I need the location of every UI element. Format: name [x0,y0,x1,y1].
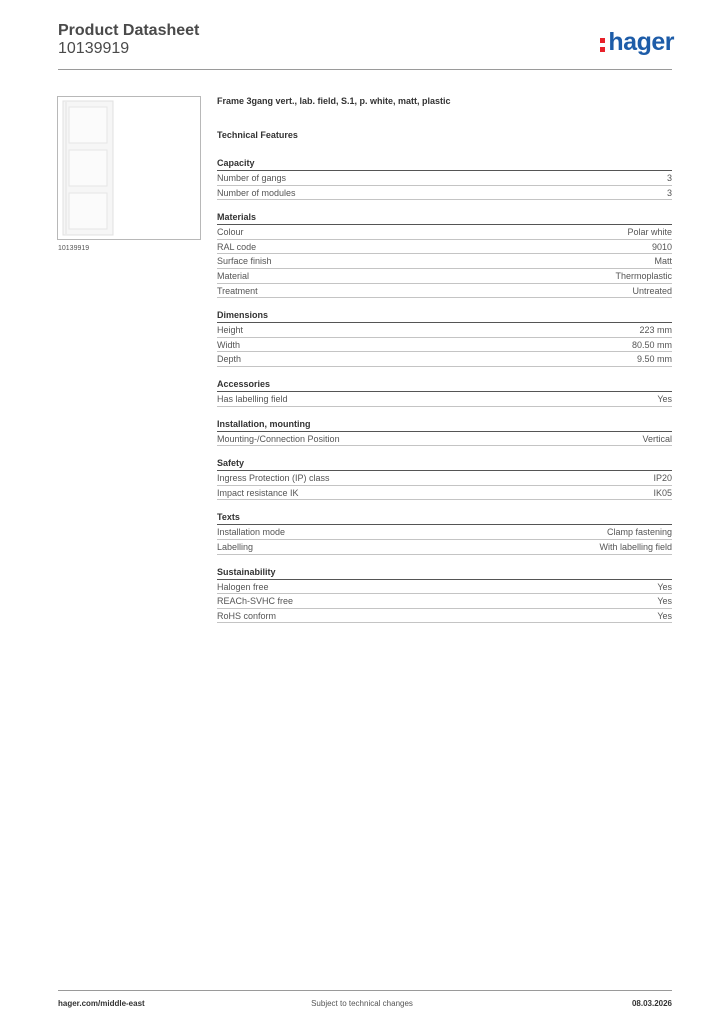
section-title: Materials [217,212,672,225]
spec-value: Clamp fastening [606,527,672,538]
spec-row [217,338,672,353]
spec-row [217,284,672,299]
spec-value: With labelling field [599,541,672,552]
section-title: Accessories [217,379,672,392]
spec-value: Yes [657,610,672,621]
spec-row [217,471,672,486]
spec-row [217,240,672,255]
spec-section [217,158,672,200]
spec-value: 9.50 mm [636,354,672,365]
document-title: Product Datasheet [58,22,200,39]
spec-label: Halogen free [217,581,269,592]
spec-value: 3 [666,173,672,183]
spec-label: Material [217,270,250,281]
spec-label: Ingress Protection (IP) class [217,473,330,484]
spec-section [217,458,672,500]
footer-divider [58,990,672,991]
section-title: Dimensions [217,310,672,323]
spec-label: Impact resistance IK [217,487,299,498]
spec-section [217,512,672,554]
spec-row [217,540,672,555]
spec-label: REACh-SVHC free [217,596,294,607]
spec-value: 3 [666,187,672,198]
spec-value: Polar white [627,227,672,238]
footer-website: hager.com/middle-east [58,999,145,1008]
spec-section [217,567,672,624]
product-title: Frame 3gang vert., lab. field, S.1, p. white, matt, plastic [217,96,451,106]
spec-label: Has labelling field [217,393,288,404]
product-number: 10139919 [58,40,130,57]
spec-row [217,486,672,501]
section-title: Capacity [217,158,672,171]
spec-value: IK05 [653,487,672,498]
spec-label: Colour [217,227,244,238]
spec-value: Vertical [642,433,672,444]
spec-label: RAL code [217,241,257,252]
spec-row [217,225,672,240]
spec-row [217,352,672,367]
spec-value: 223 mm [639,325,672,336]
spec-row [217,392,672,407]
spec-label: Width [217,339,241,350]
spec-value: 80.50 mm [631,339,672,350]
spec-label: Depth [217,354,242,365]
technical-features-heading: Technical Features [217,130,298,140]
spec-section [217,212,672,298]
spec-row [217,186,672,201]
spec-value: Untreated [632,285,672,296]
spec-section [217,419,672,447]
spec-label: Labelling [217,541,254,552]
spec-value: Matt [654,256,672,267]
spec-row [217,323,672,338]
spec-row [217,580,672,595]
spec-value: Yes [657,393,672,404]
spec-label: Installation mode [217,527,286,538]
spec-value: Yes [657,581,672,592]
hager-logo [600,28,674,57]
spec-section [217,379,672,407]
frame-3gang-icon [58,97,200,239]
image-caption: 10139919 [58,245,90,252]
spec-value: Thermoplastic [615,270,672,281]
spec-sections [217,158,672,623]
spec-row [217,525,672,540]
section-title: Installation, mounting [217,419,672,432]
spec-row [217,269,672,284]
spec-label: Surface finish [217,256,272,267]
spec-row [217,254,672,269]
section-title: Texts [217,512,672,525]
header-divider [58,69,672,70]
spec-value: IP20 [653,473,672,484]
product-image [57,96,201,240]
footer-date: 08.03.2026 [631,999,672,1008]
logo-dots-icon [600,38,605,52]
logo-wordmark: hager [608,28,674,56]
spec-label: Number of modules [217,187,296,198]
spec-value: 9010 [651,241,672,252]
spec-label: Treatment [217,285,258,296]
spec-row [217,609,672,624]
spec-label: Number of gangs [217,173,287,183]
spec-label: RoHS conform [217,610,277,621]
spec-row [217,594,672,609]
footer-notice: Subject to technical changes [311,999,413,1008]
section-title: Sustainability [217,567,672,580]
spec-label: Height [217,325,244,336]
spec-row [217,432,672,447]
spec-section [217,310,672,367]
product-specifications [217,96,672,623]
spec-label: Mounting-/Connection Position [217,433,340,444]
spec-row [217,171,672,186]
spec-value: Yes [657,596,672,607]
section-title: Safety [217,458,672,471]
